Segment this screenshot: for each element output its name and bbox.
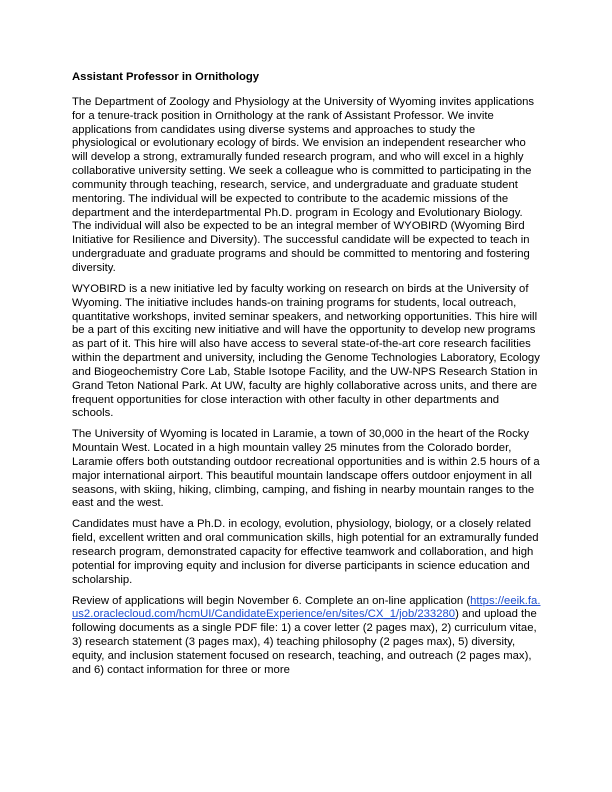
- paragraph-department: The Department of Zoology and Physiology at the University of Wyoming invites applications for a tenure-track position in Ornithology at the rank of Assistant Professor. We invite applications from candidates using diverse systems and approaches to study the physiological or evolutionary ecology of birds. We envision an independent researcher who will develop a strong, extramurally funded research program, and who will excel in a highly collaborative university setting. We seek a colleague who is committed to participating in the community through teaching, research, service, and undergraduate and graduate student mentoring. The individual will be expected to contribute to the academic missions of the department and the interdepartmental Ph.D. program in Ecology and Evolutionary Biology. The individual will also be expected to be an integral member of WYOBIRD (Wyoming Bird Initiative for Resilience and Diversity). The successful candidate will be expected to teach in undergraduate and graduate programs and should be committed to mentoring and fostering diversity.: [72, 95, 535, 274]
- application-link[interactable]: https://eeik.fa.us2.oraclecloud.com/hcmUI/CandidateExperience/en/sites/CX_1/job/233280: [72, 594, 541, 621]
- paragraph-location: The University of Wyoming is located in Laramie, a town of 30,000 in the heart of the Rocky Mountain West. Located in a high mountain valley 25 minutes from the Colorado border, Laramie offers both outstanding outdoor recreational opportunities and is within 2.5 hours of a major international airport. This beautiful mountain landscape offers outdoor enjoyment in all seasons, with skiing, hiking, climbing, camping, and fishing in nearby mountain ranges to the east and the west.: [72, 428, 540, 510]
- review-text-before-link: Review of applications will begin November 6. Complete an on-line application (: [72, 594, 471, 607]
- document-page: [72, 71, 542, 678]
- review-text-after-link: ) and upload the following documents as a single PDF file: 1) a cover letter (2 pages max), 2) curriculum vitae, 3) research statement (3 pages max), 4) teaching philosophy (2 pages max), 5) diversity, equity, and inclusion statement focused on research, teaching, and outreach (2 pages max), and 6) contact information for three or more: [72, 608, 537, 676]
- paragraph-wyobird: WYOBIRD is a new initiative led by faculty working on research on birds at the University of Wyoming. The initiative includes hands-on training programs for students, local outreach, quantitative workshops, invited seminar speakers, and networking opportunities. This hire will be a part of this exciting new initiative and will have the opportunity to develop new programs as part of it. This hire will also have access to several state-of-the-art core research facilities within the department and university, including the Genome Technologies Laboratory, Ecology and Biogeochemistry Core Lab, Stable Isotope Facility, and the UW-NPS Research Station in Grand Teton National Park. At UW, faculty are highly collaborative across units, and there are frequent opportunities for close interaction with other faculty in other departments and schools.: [72, 282, 540, 420]
- paragraph-application-review: [72, 595, 542, 678]
- paragraph-qualifications: Candidates must have a Ph.D. in ecology, evolution, physiology, biology, or a closely related field, excellent written and oral communication skills, high potential for an extramurally funded research program, demonstrated capacity for effective teamwork and collaboration, and high potential for improving equity and inclusion for diverse participants in science education and scholarship.: [72, 518, 539, 586]
- document-title: Assistant Professor in Ornithology: [72, 71, 260, 83]
